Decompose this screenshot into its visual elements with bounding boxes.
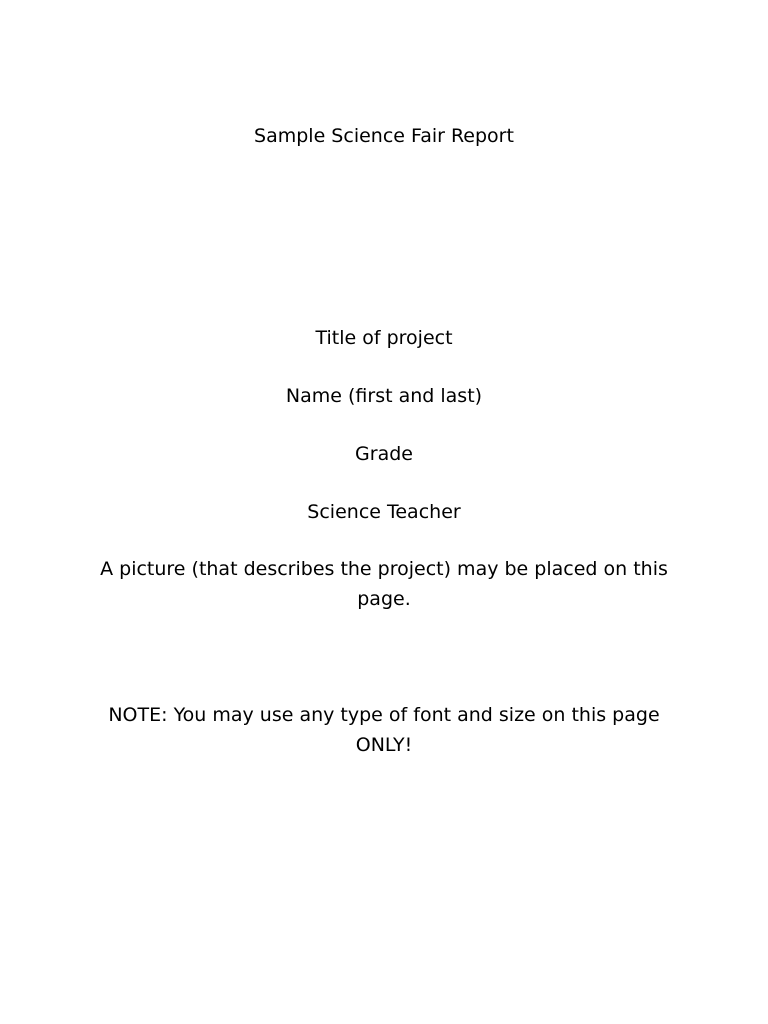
field-science-teacher: Science Teacher bbox=[307, 501, 461, 523]
report-title: Sample Science Fair Report bbox=[254, 125, 514, 147]
picture-note: A picture (that describes the project) may be placed on this page. bbox=[100, 558, 668, 610]
field-grade: Grade bbox=[355, 443, 413, 465]
field-student-name: Name (first and last) bbox=[285, 385, 483, 407]
field-project-title: Title of project bbox=[315, 327, 453, 349]
font-note: NOTE: You may use any type of font and size on this page ONLY! bbox=[108, 704, 660, 756]
